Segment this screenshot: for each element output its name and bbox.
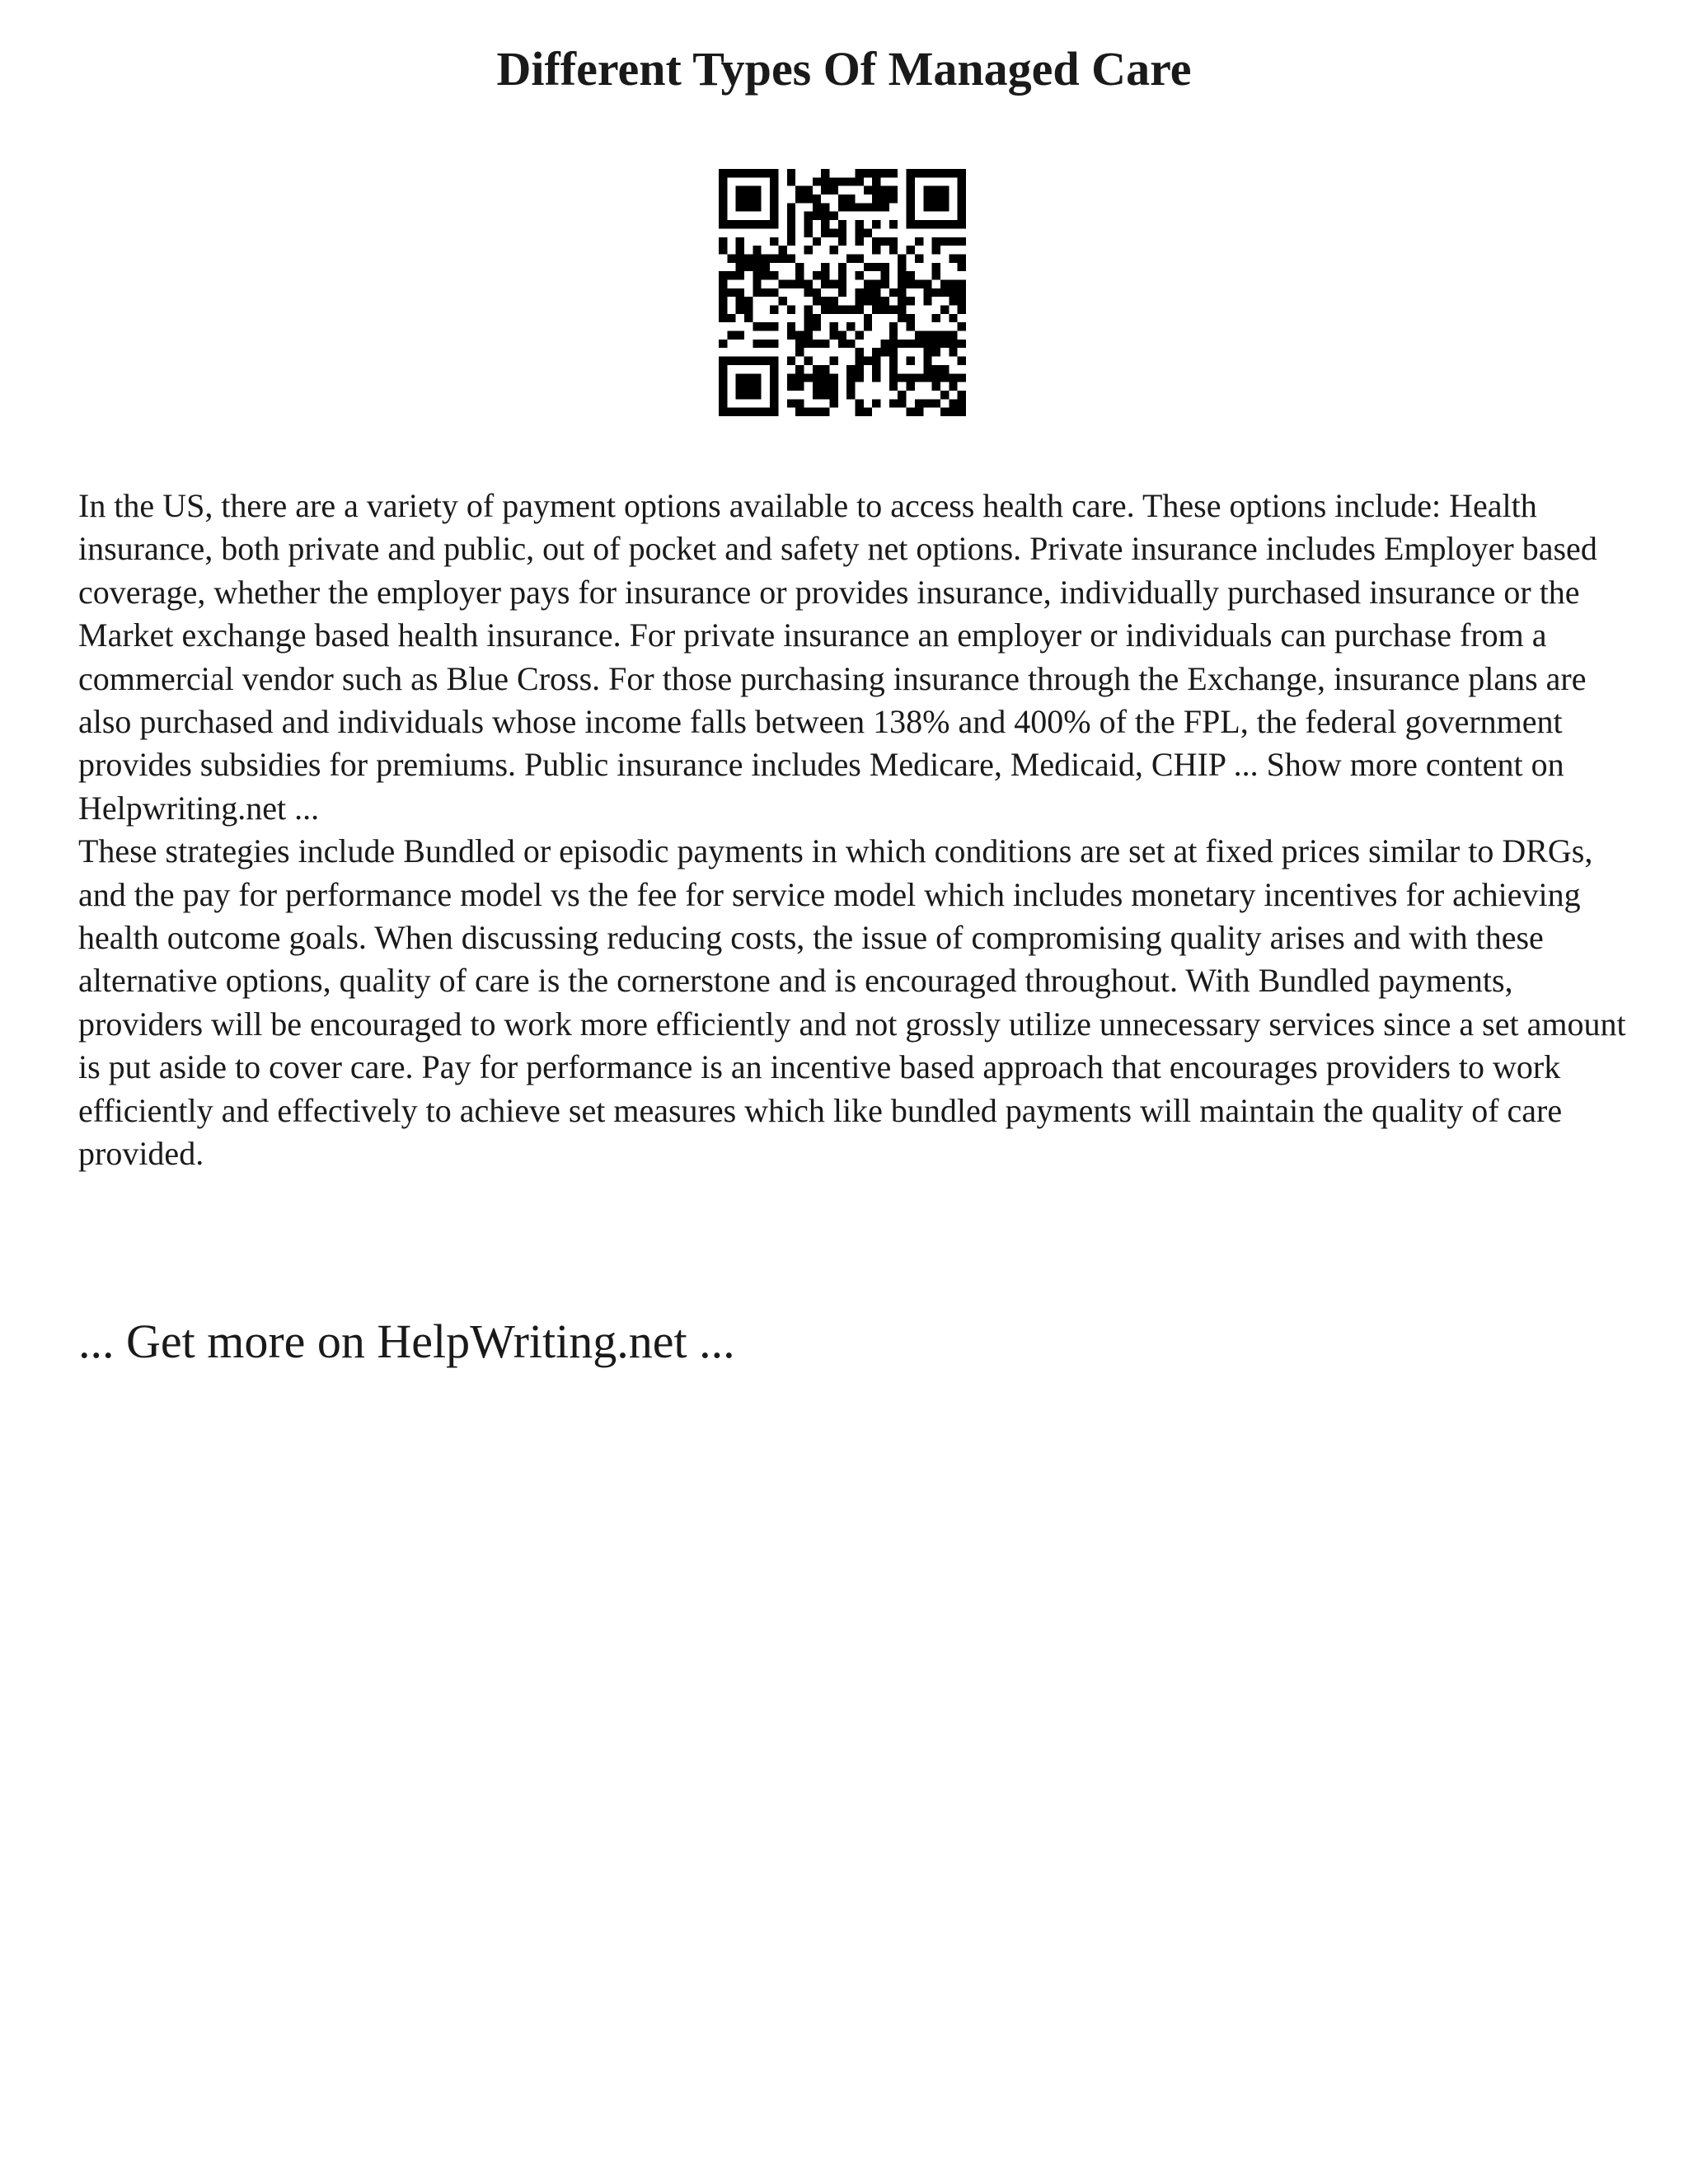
qr-code-icon	[719, 169, 966, 416]
paragraph-2: These strategies include Bundled or episodic payments in which conditions are set at fixed prices similar to DRGs, and the pay for performance model vs the fee for service model which includes monetary incentives for achieving health outcome goals. When discussing reducing costs, the issue of compromising quality arises and with these alternative options, quality of care is the cornerstone and is encouraged throughout. With Bundled payments, providers will be encouraged to work more efficiently and not grossly utilize unnecessary services since a set amount is put aside to cover care. Pay for performance is an incentive based approach that encourages providers to work efficiently and effectively to achieve set measures which like bundled payments will maintain the quality of care provided.	[78, 832, 1626, 1173]
page-title: Different Types Of Managed Care	[496, 42, 1192, 96]
get-more-link[interactable]: ... Get more on HelpWriting.net ...	[78, 1315, 735, 1368]
article-body	[78, 485, 1628, 1176]
paragraph-1: In the US, there are a variety of payment options available to access health care. These options include: Health insurance, both private and public, out of pocket and safety net options. Private insurance includes Employer based coverage, whether the employer pays for insurance or provides insurance, individually purchased insurance or the Market exchange based health insurance. For private insurance an employer or individuals can purchase from a commercial vendor such as Blue Cross. For those purchasing insurance through the Exchange, insurance plans are also purchased and individuals whose income falls between 138% and 400% of the FPL, the federal government provides subsidies for premiums. Public insurance includes Medicare, Medicaid, CHIP ... Show more content on Helpwriting.net ...	[78, 487, 1597, 827]
qr-code[interactable]	[719, 169, 966, 416]
